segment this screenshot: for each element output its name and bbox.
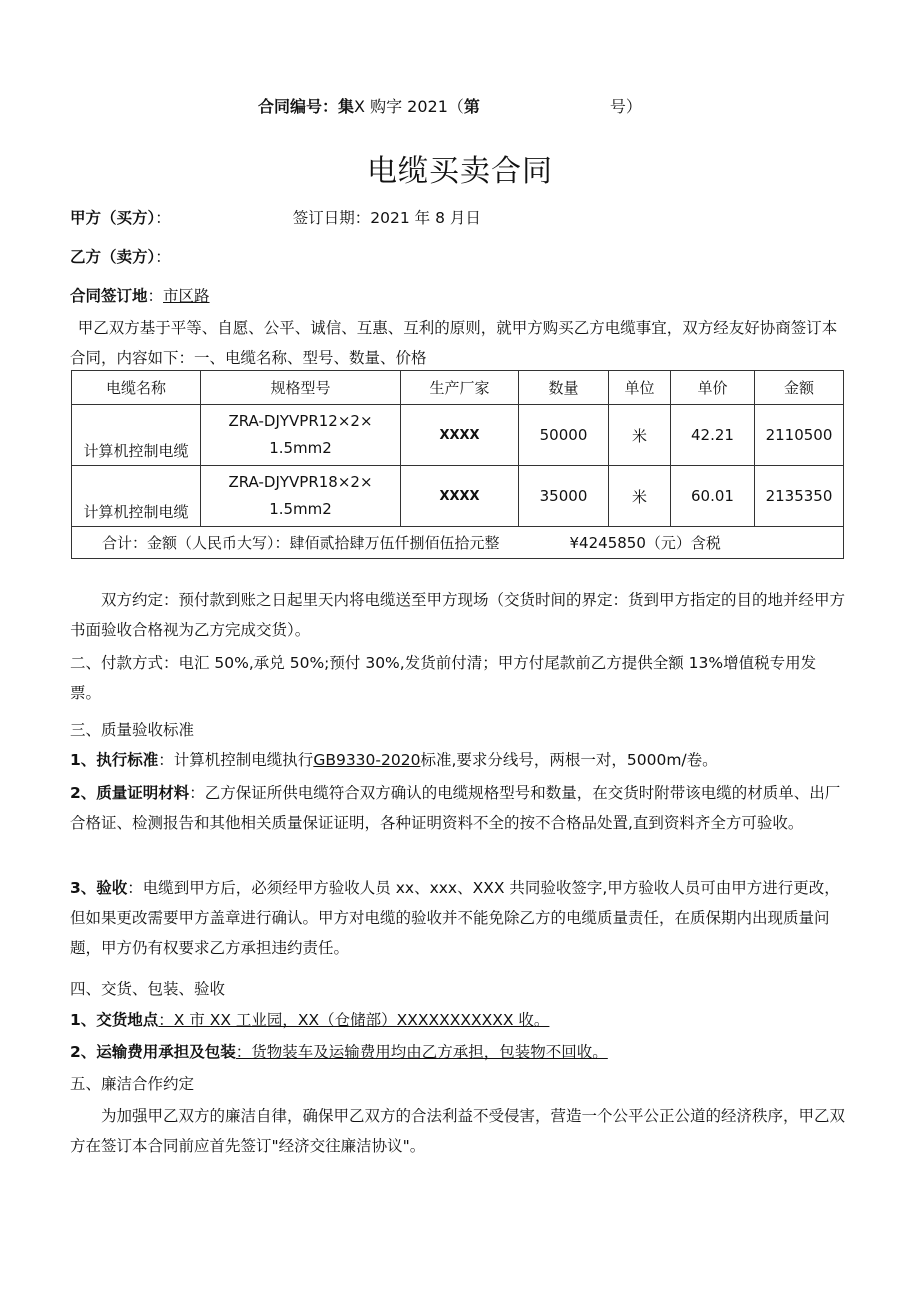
goods-table [71, 370, 844, 559]
cell-unit: 米 [609, 405, 671, 466]
cell-qty: 35000 [519, 466, 609, 527]
col-header-maker: 生产厂家 [401, 371, 519, 405]
delivery-item-1 [70, 1008, 549, 1030]
contract-no-end: 号） [609, 97, 642, 116]
table-header-row [72, 371, 844, 405]
spec-line-1: ZRA-DJYVPR18×2× [228, 473, 373, 491]
delivery-item-2 [70, 1040, 608, 1062]
cell-maker: XXXX [401, 466, 519, 527]
payment-terms: 二、付款方式：电汇 50%,承兑 50%;预付 30%,发货前付清；甲方付尾款前乙方提供全额 13%增值税专用发票。 [70, 654, 817, 702]
contract-no-prefix: 集 [338, 97, 355, 116]
buyer-colon: ： [155, 209, 171, 227]
total-amount-words: 合计：金额（人民币大写）：肆佰贰拾肆万伍仟捌佰伍拾元整 [102, 534, 500, 552]
quality-item-2-text: ：乙方保证所供电缆符合双方确认的电缆规格型号和数量，在交货时附带该电缆的材质单、出厂合格证、检测报告和其他相关质量保证证明，各种证明资料不全的按不合格品处置,直到资料齐全方可验收。 [70, 784, 841, 832]
quality-heading: 三、质量验收标准 [70, 721, 195, 739]
cell-spec [201, 405, 401, 466]
place-label: 合同签订地 [70, 287, 148, 305]
spec-line-2: 1.5mm2 [269, 500, 332, 518]
sign-place-line [70, 284, 210, 306]
spec-line-1: ZRA-DJYVPR12×2× [228, 412, 373, 430]
integrity-text: 为加强甲乙双方的廉洁自律，确保甲乙双方的合法利益不受侵害，营造一个公平公正公道的经济秩序，甲乙双方在签订本合同前应首先签订"经济交往廉洁协议"。 [70, 1107, 846, 1155]
table-row [72, 405, 844, 466]
spec-line-2: 1.5mm2 [269, 439, 332, 457]
quality-item-1-pre: ：计算机控制电缆执行 [158, 751, 314, 769]
place-value: 市区路 [163, 287, 210, 305]
delivery-item-1-label: 1、交货地点 [70, 1011, 159, 1029]
cell-unit: 米 [609, 466, 671, 527]
seller-colon: ： [155, 248, 171, 266]
buyer-line [70, 206, 481, 228]
sign-date: 签订日期：2021 年 8 月日 [292, 209, 481, 227]
quality-item-1 [70, 745, 845, 775]
col-header-qty: 数量 [519, 371, 609, 405]
quality-item-2-label: 2、质量证明材料 [70, 784, 190, 802]
quality-item-1-label: 1、执行标准 [70, 751, 159, 769]
total-amount-figure: ¥4245850（元）含税 [569, 534, 721, 552]
cell-spec [201, 466, 401, 527]
delivery-item-1-value: ：X 市 XX 工业园，XX（仓储部）XXXXXXXXXXX 收。 [158, 1011, 550, 1029]
col-header-unit: 单位 [609, 371, 671, 405]
page-title: 电缆买卖合同 [367, 154, 553, 189]
table-row [72, 466, 844, 527]
cell-name: 计算机控制电缆 [72, 405, 201, 466]
total-cell [72, 527, 844, 559]
delivery-agreement: 双方约定：预付款到账之日起里天内将电缆送至甲方现场（交货时间的界定：货到甲方指定的目的地并经甲方书面验收合格视为乙方完成交货）。 [70, 591, 846, 639]
cell-maker: XXXX [401, 405, 519, 466]
cell-amount: 2135350 [755, 466, 844, 527]
delivery-item-2-value: ：货物装车及运输费用均由乙方承担，包装物不回收。 [235, 1043, 608, 1061]
cell-price: 60.01 [671, 466, 755, 527]
contract-no-label: 合同编号： [258, 97, 339, 116]
contract-no-body: X 购字 2021（ [354, 97, 464, 116]
cell-price: 42.21 [671, 405, 755, 466]
quality-item-3-label: 3、验收 [70, 879, 128, 897]
col-header-name: 电缆名称 [72, 371, 201, 405]
quality-item-2 [70, 778, 845, 838]
place-colon: ： [147, 287, 164, 305]
intro-paragraph: 甲乙双方基于平等、自愿、公平、诚信、互惠、互利的原则，就甲方购买乙方电缆事宜，双方经友好协商签订本合同，内容如下：一、电缆名称、型号、数量、价格 [70, 319, 838, 367]
quality-item-1-post: 标准,要求分线号，两根一对，5000m∕卷。 [420, 751, 718, 769]
col-header-spec: 规格型号 [201, 371, 401, 405]
buyer-label: 甲方（买方） [70, 209, 156, 227]
table-total-row [72, 527, 844, 559]
integrity-heading: 五、廉洁合作约定 [70, 1075, 195, 1093]
delivery-item-2-label: 2、运输费用承担及包装 [70, 1043, 236, 1061]
quality-item-3 [70, 873, 845, 963]
seller-label: 乙方（卖方） [70, 248, 156, 266]
col-header-price: 单价 [671, 371, 755, 405]
contract-no-mid: 第 [463, 97, 480, 116]
quality-item-1-standard: GB9330-2020 [313, 751, 421, 769]
quality-item-3-text: ：电缆到甲方后，必须经甲方验收人员 xx、xxx、XXX 共同验收签字,甲方验收人员可由甲方进行更改，但如果更改需要甲方盖章进行确认。甲方对电缆的验收并不能免除乙方的电缆质量责任，在质保期内出现质量问题，甲方仍有权要求乙方承担违约责任。 [70, 879, 840, 957]
contract-number [258, 94, 642, 117]
seller-line [70, 245, 171, 267]
delivery-heading: 四、交货、包装、验收 [70, 980, 226, 998]
cell-name: 计算机控制电缆 [72, 466, 201, 527]
cell-amount: 2110500 [755, 405, 844, 466]
cell-qty: 50000 [519, 405, 609, 466]
col-header-amount: 金额 [755, 371, 844, 405]
